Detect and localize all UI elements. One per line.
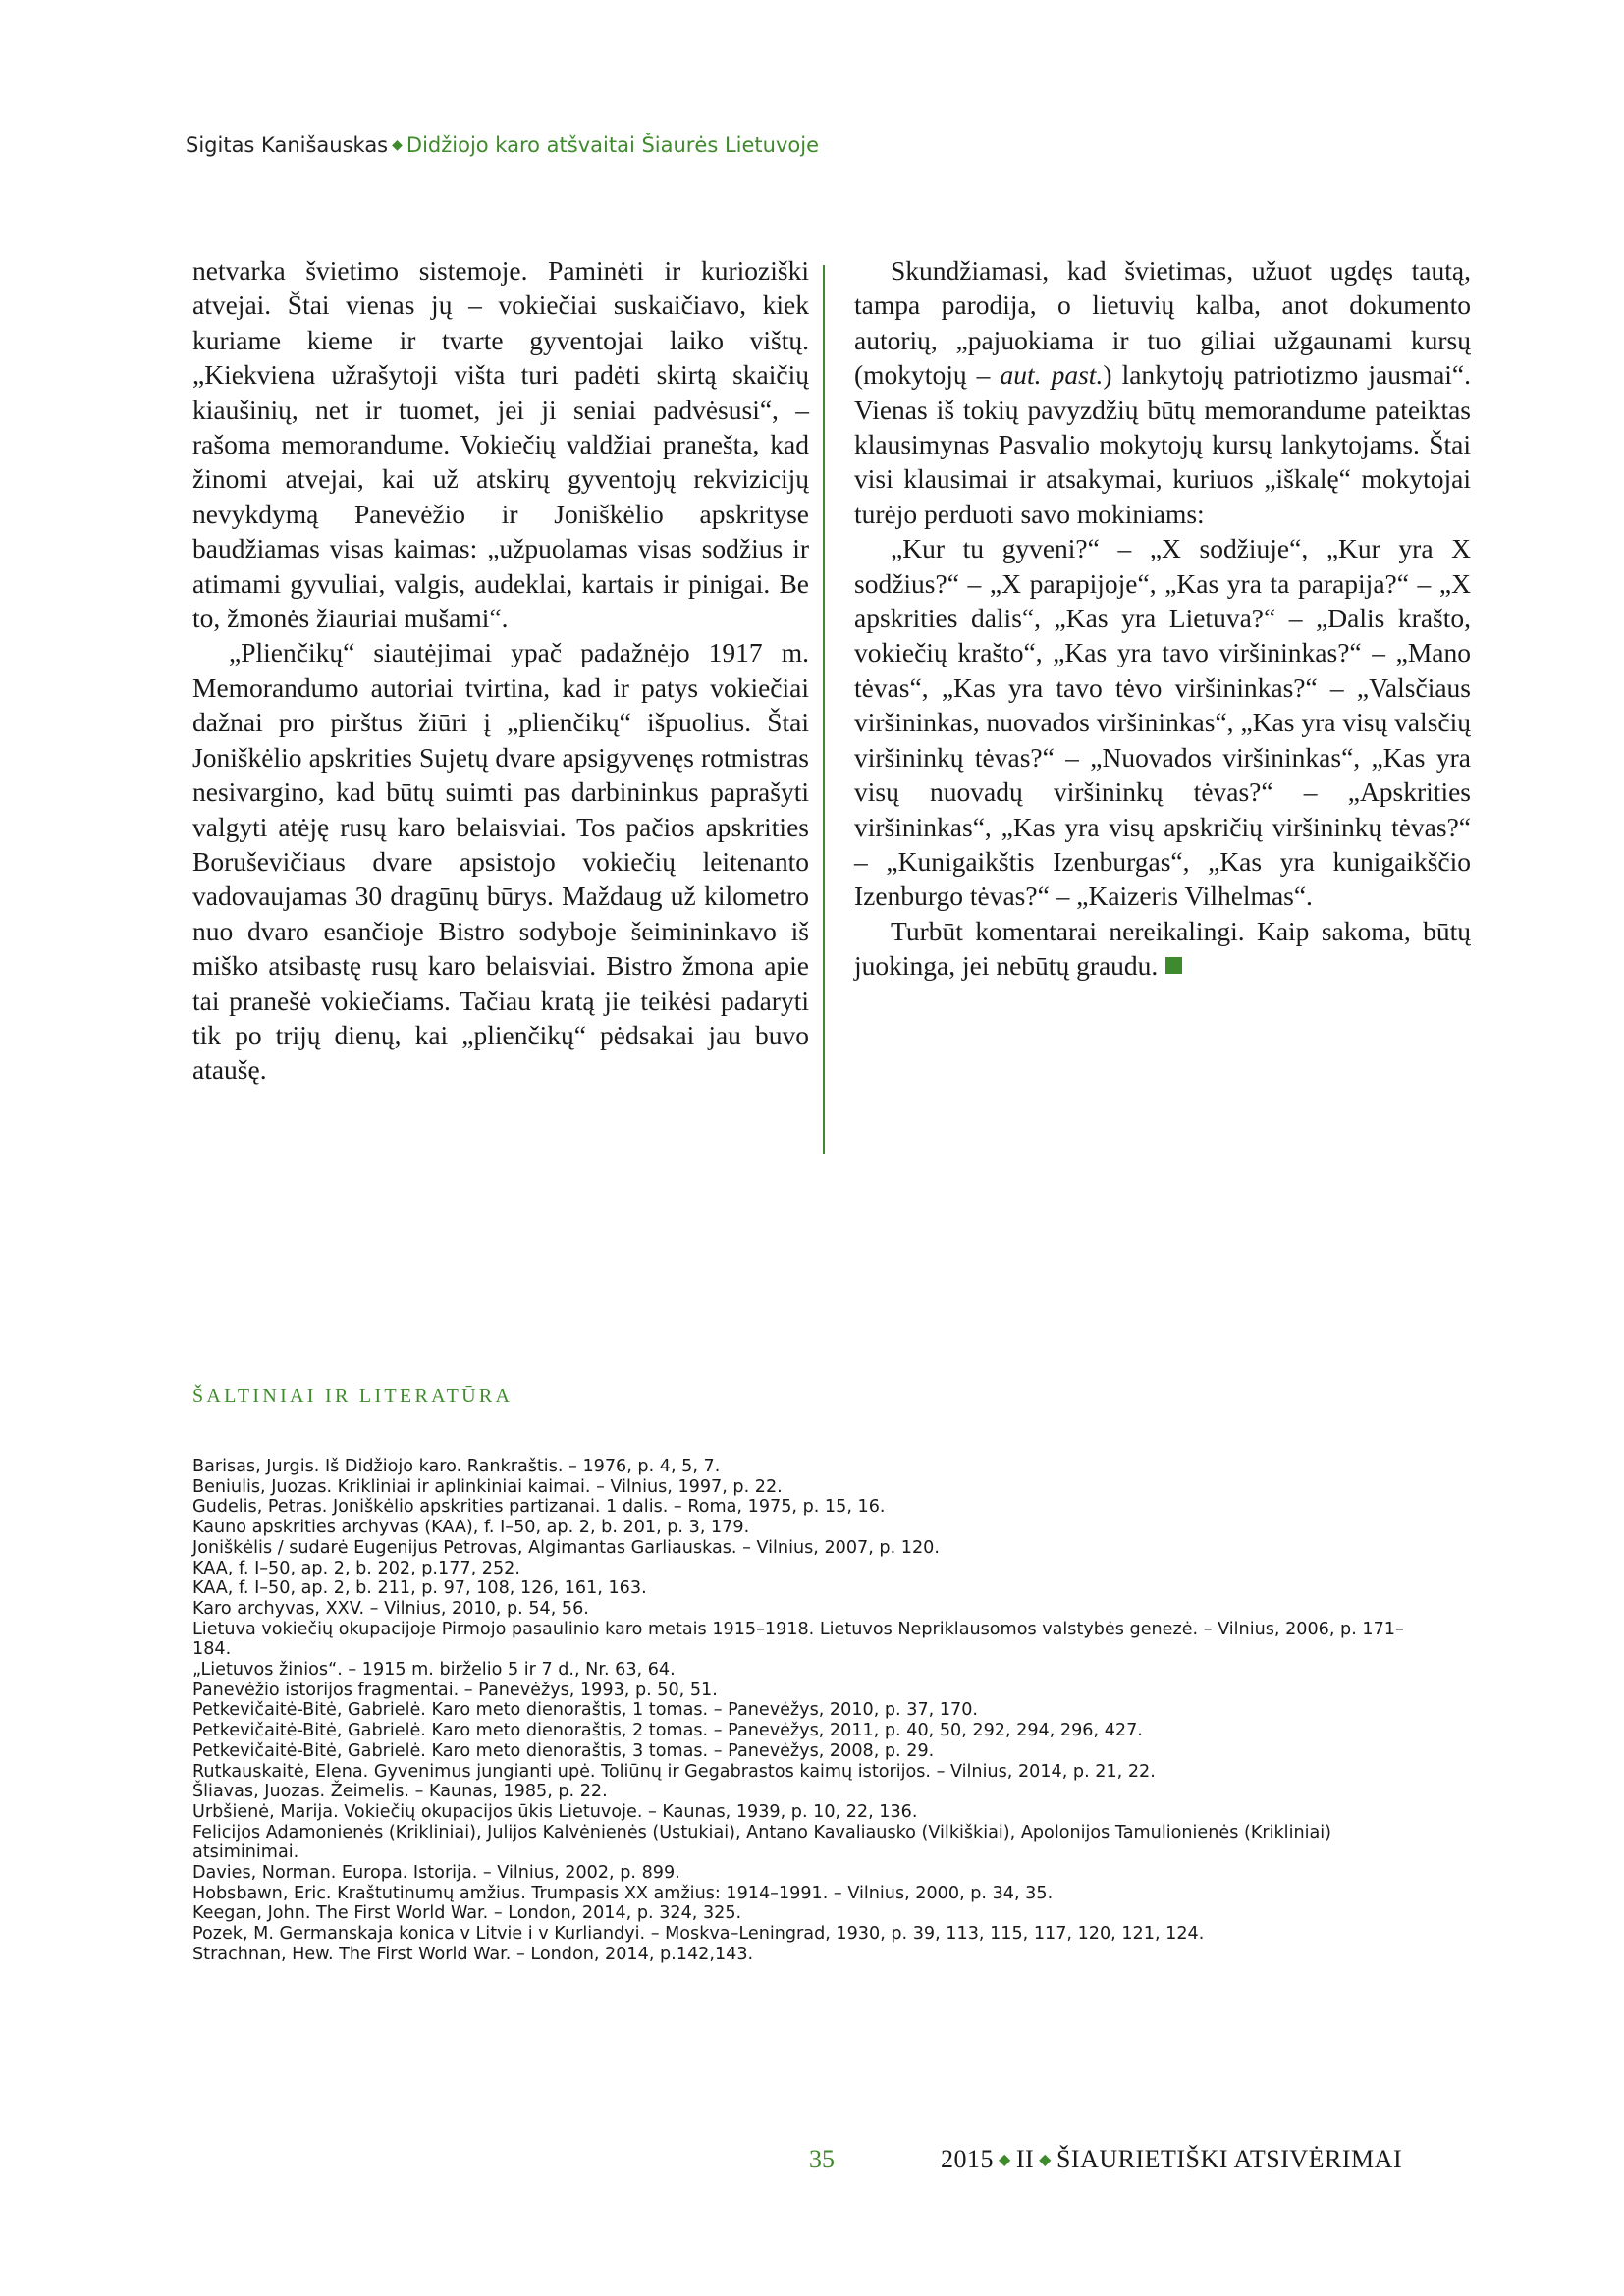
column-divider — [823, 265, 825, 1154]
reference-item: Keegan, John. The First World War. – London, 2014, p. 324, 325. — [192, 1903, 742, 1924]
diamond-separator-icon: ◆ — [1039, 2152, 1052, 2168]
reference-item: Beniulis, Juozas. Krikliniai ir aplinkiniai kaimai. – Vilnius, 1997, p. 22. — [192, 1476, 783, 1497]
reference-item: Urbšienė, Marija. Vokiečių okupacijos ūkis Lietuvoje. – Kaunas, 1939, p. 10, 22, 136. — [192, 1801, 918, 1822]
reference-item: Barisas, Jurgis. Iš Didžiojo karo. Rankraštis. – 1976, p. 4, 5, 7. — [192, 1457, 721, 1476]
journal-issue: II — [1015, 2145, 1035, 2173]
paragraph: „Plienčikų“ siautėjimai ypač padažnėjo 1917 m. Memorandumo autoriai tvirtina, kad ir patys vokiečiai dažnai pro pirštus žiūri į „plienčikų“ išpuolius. Štai Joniškėlio apskrities Sujetų dvare apsigyvenęs rotmistras nesivargino, kad būtų suimti pas darbininkus paprašyti valgyti atėję rusų karo belaisviai. Tos pačios apskrities Boruševičiaus dvare apsistojo vokiečių leitenanto vadovaujamas 30 dragūnų būrys. Maždaug už kilometro nuo dvaro esančioje Bistro sodyboje šeimininkavo iš miško atsibastę rusų karo belaisviai. Bistro žmona apie tai pranešė vokiečiams. Tačiau kratą jie teikėsi padaryti tik po trijų dienų, kai „plienčikų“ pėdsakai jau buvo ataušę. — [192, 637, 809, 1086]
right-column — [854, 253, 1471, 984]
reference-item: Kauno apskrities archyvas (KAA), f. I–50, ap. 2, b. 201, p. 3, 179. — [192, 1518, 750, 1538]
article-title: Didžiojo karo atšvaitai Šiaurės Lietuvoje — [406, 133, 819, 157]
reference-item: KAA, f. I–50, ap. 2, b. 211, p. 97, 108, 126, 161, 163. — [192, 1578, 647, 1599]
reference-item: Petkevičaitė-Bitė, Gabrielė. Karo meto dienoraštis, 1 tomas. – Panevėžys, 2010, p. 37, 170. — [192, 1700, 978, 1721]
reference-item: Petkevičaitė-Bitė, Gabrielė. Karo meto dienoraštis, 3 tomas. – Panevėžys, 2008, p. 29. — [192, 1740, 935, 1761]
reference-item: KAA, f. I–50, ap. 2, b. 202, p.177, 252. — [192, 1558, 520, 1578]
page-number: 35 — [809, 2145, 835, 2173]
journal-footer — [941, 2145, 1402, 2174]
reference-item: Pozek, M. Germanskaja konica v Litvie i v Kurliandyi. – Moskva–Leningrad, 1930, p. 39, 113, 115, 117, 120, 121, 124. — [192, 1924, 1205, 1945]
paragraph-text: Turbūt komentarai nereikalingi. Kaip sakoma, būtų juokinga, jei nebūtų graudu. — [854, 915, 1471, 982]
journal-name: ŠIAURIETIŠKI ATSIVĖRIMAI — [1056, 2145, 1403, 2173]
reference-item: Gudelis, Petras. Joniškėlio apskrities partizanai. 1 dalis. – Roma, 1975, p. 15, 16. — [192, 1497, 886, 1518]
references-list — [192, 1457, 1439, 1965]
reference-item: Joniškėlis / sudarė Eugenijus Petrovas, Algimantas Garliauskas. – Vilnius, 2007, p. 120. — [192, 1537, 940, 1558]
reference-item: Felicijos Adamonienės (Krikliniai), Julijos Kalvėnienės (Ustukiai), Antano Kavaliausko (Vilkiškiai), Apolonijos Tamulionienės (Krikliniai) atsiminimai. — [192, 1822, 1332, 1863]
paragraph-text: Skundžiamasi, kad švietimas, užuot ugdęs tautą, tampa parodija, o lietuvių kalba, anot dokumento autorių, „pajuokiama ir tuo giliai užgaunami kursų (mokytojų – — [854, 255, 1471, 391]
reference-item: Davies, Norman. Europa. Istorija. – Vilnius, 2002, p. 899. — [192, 1863, 680, 1884]
journal-year: 2015 — [941, 2145, 994, 2173]
reference-item: Hobsbawn, Eric. Kraštutinumų amžius. Trumpasis XX amžius: 1914–1991. – Vilnius, 2000, p. 34, 35. — [192, 1883, 1054, 1903]
reference-item: Strachnan, Hew. The First World War. – London, 2014, p.142,143. — [192, 1944, 754, 1964]
running-head — [186, 133, 819, 157]
paragraph — [854, 253, 1471, 531]
reference-item: Petkevičaitė-Bitė, Gabrielė. Karo meto dienoraštis, 2 tomas. – Panevėžys, 2011, p. 40, 50, 292, 294, 296, 427. — [192, 1721, 1143, 1741]
closing-paragraph — [854, 914, 1471, 984]
author-note: aut. past. — [1000, 359, 1104, 391]
diamond-separator-icon: ◆ — [999, 2152, 1011, 2168]
reference-item: Karo archyvas, XXV. – Vilnius, 2010, p. 54, 56. — [192, 1598, 589, 1619]
author-name: Sigitas Kanišauskas — [186, 133, 389, 157]
reference-item: „Lietuvos žinios“. – 1915 m. birželio 5 ir 7 d., Nr. 63, 64. — [192, 1660, 676, 1681]
reference-item: Lietuva vokiečių okupacijoje Pirmojo pasaulinio karo metais 1915–1918. Lietuvos Nepriklausomos valstybės genezė. – Vilnius, 2006, p. 171–184. — [192, 1619, 1404, 1660]
paragraph-text: ) lankytojų patriotizmo jausmai“. Vienas iš tokių pavyzdžių būtų memorandume pateiktas klausimynas Pasvalio mokytojų kursų lankytojams. Štai visi klausimai ir atsakymai, kuriuos „iškalę“ mokytojai turėjo perduoti savo mokiniams: — [854, 359, 1471, 529]
left-column — [192, 253, 809, 1088]
diamond-separator-icon: ◆ — [392, 137, 403, 153]
reference-item: Šliavas, Juozas. Žeimelis. – Kaunas, 1985, p. 22. — [192, 1782, 608, 1802]
questionnaire-paragraph: „Kur tu gyveni?“ – „X sodžiuje“, „Kur yra X sodžius?“ – „X parapijoje“, „Kas yra ta parapija?“ – „X apskrities dalis“, „Kas yra Lietuva?“ – „Dalis krašto, vokiečių krašto“, „Kas yra tavo viršininkas?“ – „Mano tėvas“, „Kas yra tavo tėvo viršininkas?“ – „Valsčiaus viršininkas, nuovados viršininkas“, „Kas yra visų valsčių viršininkų tėvas?“ – „Nuovados viršininkas“, „Kas yra visų nuovadų viršininkų tėvas?“ – „Apskrities viršininkas“, „Kas yra visų apskričių viršininkų tėvas?“ – „Kunigaikštis Izenburgas“, „Kas yra kunigaikščio Izenburgo tėvas?“ – „Kaizeris Vilhelmas“. — [854, 533, 1471, 912]
reference-item: Rutkauskaitė, Elena. Gyvenimus jungianti upė. Toliūnų ir Gegabrastos kaimų istorijos. – Vilnius, 2014, p. 21, 22. — [192, 1761, 1156, 1782]
paragraph: netvarka švietimo sistemoje. Paminėti ir kurioziški atvejai. Štai vienas jų – vokiečiai suskaičiavo, kiek kuriame kieme ir tvarte gyventojai laiko vištų. „Kiekviena užrašytoji višta turi padėti skirtą skaičių kiaušinių, net ir tuomet, jei ji seniai padvėsusi“, – rašoma memorandume. Vokiečių valdžiai pranešta, kad žinomi atvejai, kai už atskirų gyventojų rekvizicijų nevykdymą Panevėžio ir Joniškėlio apskrityse baudžiamas visas kaimas: „užpuolamas visas sodžius ir atimami gyvuliai, valgis, audeklai, kartais ir pinigai. Be to, žmonės žiauriai mušami“. — [192, 255, 809, 634]
end-mark-icon — [1165, 957, 1182, 974]
reference-item: Panevėžio istorijos fragmentai. – Panevėžys, 1993, p. 50, 51. — [192, 1680, 718, 1700]
references-heading: ŠALTINIAI IR LITERATŪRA — [192, 1385, 514, 1407]
